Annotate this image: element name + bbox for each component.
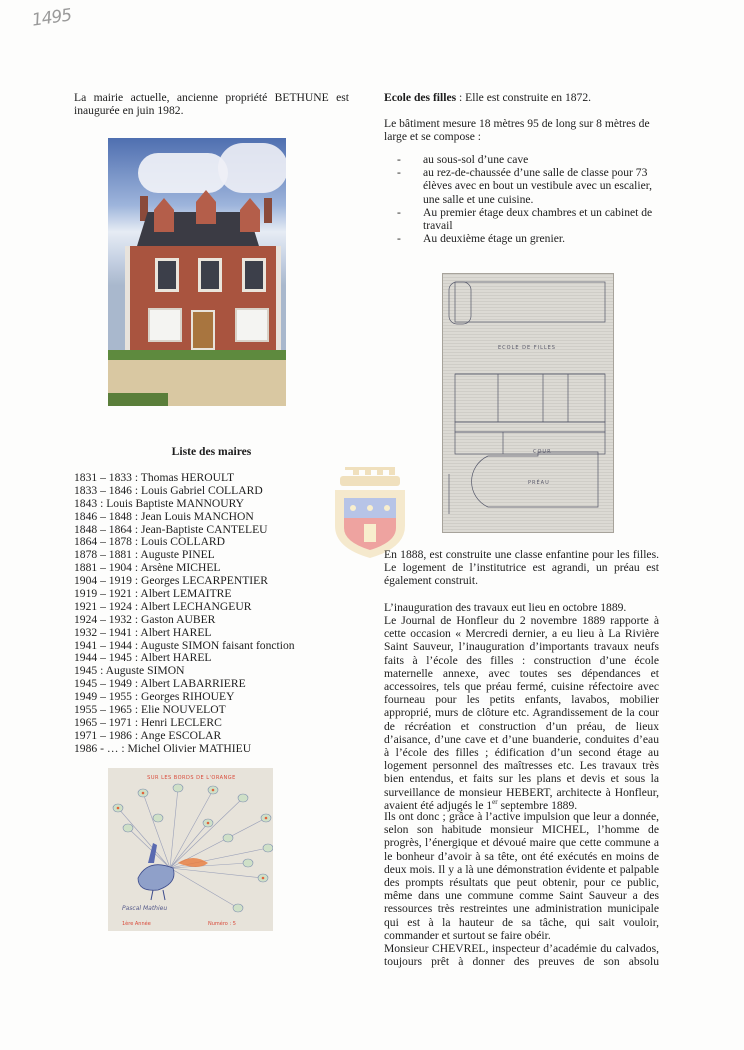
list-item: 1833 – 1846 : Louis Gabriel COLLARD [74, 483, 263, 497]
window-shape [242, 258, 266, 292]
paragraph-journal: Le Journal de Honfleur du 2 novembre 1889 rapporte à cette occasion « Mercredi dernier, a eu lieu à La Rivière Saint Sauveur, l’inauguration d’importants travaux neufs faits à l’école des filles : construction d’une école maternelle annexe, avec toutes ses dépendances et accessoires, tels que préau fermé, cuisine réfectoire avec fourneau pour les petits enfants, lavabos, mobilier approprié, murs de clôture etc. Agrandissement de la cour de récréation et construction d’un préau, de lieux d’aisance, d’une cave et d’une buanderie, conduites d’eau à l’école des filles ; édification d’un second étage au logement personnel des maîtresses etc. Les travaux très bien entendus, et faits sur les plans et devis et sous la surveillance de monsieur HEBERT, architecte à Honfleur, avaient été adjugés le 1er septembre 1889. [384, 614, 659, 812]
ecole-title-bold: Ecole des filles [384, 91, 457, 104]
list-item: 1843 : Louis Baptiste MANNOURY [74, 496, 245, 510]
list-item: 1945 : Auguste SIMON [74, 664, 185, 678]
list-item: 1878 – 1881 : Auguste PINEL [74, 548, 215, 562]
plan-label-yard: PRÉAU [528, 480, 550, 486]
list-item: 1921 – 1924 : Albert LECHANGEUR [74, 599, 252, 613]
lawn-shape [108, 393, 168, 406]
list-item: - Au premier étage deux chambres et un cabinet de travail [397, 205, 653, 233]
dormer-shape [240, 198, 260, 232]
list-item: 1831 – 1833 : Thomas HEROULT [74, 471, 235, 484]
list-item: 1864 – 1878 : Louis COLLARD [74, 535, 226, 549]
window-shape [198, 258, 222, 292]
mairie-photo [108, 138, 286, 406]
ecole-title [384, 91, 659, 104]
list-item: 1932 – 1941 : Albert HAREL [74, 625, 212, 639]
paragraph-michel: Ils ont donc ; grâce à l’active impulsion que leur a donnée, selon son habitude monsieur MICHEL, l’homme de progrès, l’énergique et dévoué maire que cette commune a le bonheur d’avoir à sa tête, ont été exécutés en moins de deux mois. Il y a là une démonstration évidente et palpable des prompts résultats que peut obtenir, pour ce public, même dans une commune comme Saint Sauveur a des ressources très restreintes une administration municipale qui est à la hauteur de sa tâche, qui sait vouloir, commander et surtout se faire obéir. [384, 810, 659, 942]
list-item: 1904 – 1919 : Georges LECARPENTIER [74, 574, 268, 588]
list-item: 1846 – 1848 : Jean Louis MANCHON [74, 509, 254, 523]
list-item: 1965 – 1971 : Henri LECLERC [74, 715, 222, 729]
drawing-title: SUR LES BORDS DE L'ORANGE [147, 775, 236, 781]
chimney-shape [264, 198, 272, 223]
compose-list [397, 153, 662, 245]
list-item: 1945 – 1949 : Albert LABARRIERE [74, 677, 246, 691]
drawing-year-label: 1ère Année [122, 921, 151, 927]
floor-plan-drawing [443, 274, 613, 532]
cloud-shape [138, 153, 228, 193]
door-shape [191, 310, 215, 350]
dormer-shape [154, 198, 174, 232]
maires-list [74, 471, 354, 755]
list-item: 1924 – 1932 : Gaston AUBER [74, 612, 216, 626]
list-item: 1881 – 1904 : Arsène MICHEL [74, 561, 221, 575]
paragraph-inauguration: L’inauguration des travaux eut lieu en octobre 1889. [384, 601, 627, 614]
coat-of-arms-icon [320, 462, 420, 562]
list-item: 1971 – 1986 : Ange ESCOLAR [74, 728, 222, 742]
intro-paragraph: La mairie actuelle, ancienne propriété BETHUNE est inaugurée en juin 1982. [74, 91, 349, 118]
floor-plan-image [442, 273, 614, 533]
shutter-shape [148, 308, 182, 342]
list-item: - au sous-sol d’une cave [397, 153, 529, 166]
list-item: - au rez-de-chaussée d’une salle de classe pour 73 élèves avec en bout un vestibule avec un escalier, une salle et une cuisine. [397, 166, 653, 206]
page-number-handwritten: 1495 [30, 5, 73, 31]
list-item: - Au deuxième étage un grenier. [397, 232, 565, 246]
ecole-title-rest: : Elle est construite en 1872. [456, 91, 592, 104]
list-item: 1941 – 1944 : Auguste SIMON faisant fonction [74, 638, 295, 652]
dormer-shape [196, 190, 216, 224]
list-item: 1919 – 1921 : Albert LEMAITRE [74, 587, 232, 601]
window-shape [155, 258, 179, 292]
plan-label-cour: COUR [533, 449, 552, 455]
paragraph-1888: En 1888, est construite une classe enfantine pour les filles. Le logement de l’institutrice est agrandi, un préau est également construit. [384, 548, 659, 588]
paragraph-chevrel: Monsieur CHEVREL, inspecteur d’académie du calvados, toujours prêt à donner des preuves de son absolu [384, 942, 659, 969]
list-item: 1986 - … : Michel Olivier MATHIEU [74, 741, 252, 755]
shutter-shape [235, 308, 269, 342]
list-item: 1949 – 1955 : Georges RIHOUEY [74, 690, 235, 704]
cloud-shape [218, 143, 286, 193]
list-item: 1944 – 1945 : Albert HAREL [74, 651, 212, 665]
batiment-paragraph: Le bâtiment mesure 18 mètres 95 de long sur 8 mètres de large et se compose : [384, 117, 650, 144]
plan-label-top: ECOLE DE FILLES [498, 345, 556, 351]
drawing-issue-label: Numéro : 5 [208, 921, 236, 927]
list-item: 1955 – 1965 : Elie NOUVELOT [74, 703, 226, 717]
peacock-drawing [108, 768, 273, 931]
drawing-signature: Pascal Mathieu [122, 905, 168, 912]
list-item: 1848 – 1864 : Jean-Baptiste CANTELEU [74, 522, 268, 536]
maires-title: Liste des maires [171, 445, 252, 458]
